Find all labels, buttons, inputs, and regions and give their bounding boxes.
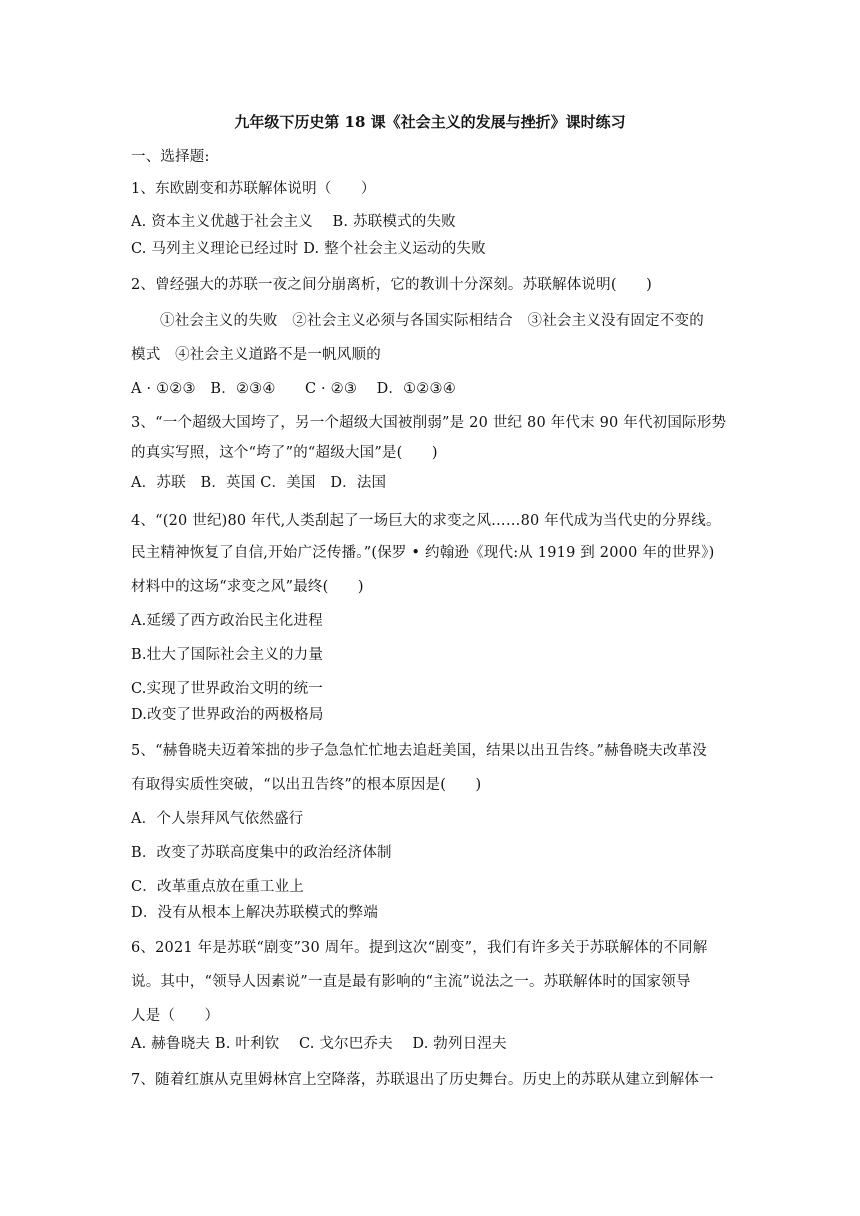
- question-4-stem-cont: 民主精神恢复了自信,开始广泛传播。”(保罗 • 约翰逊《现代:从 1919 到 2000 年的世界》): [131, 545, 715, 561]
- question-6-stem-cont: 说。其中，“领导人因素说”一直是最有影响的“主流”说法之一。苏联解体时的国家领导: [131, 974, 691, 990]
- question-5-option-c: C．改革重点放在重工业上: [131, 879, 304, 895]
- question-1-options-ab: A. 资本主义优越于社会主义 B. 苏联模式的失败: [131, 214, 456, 230]
- question-4-option-d: D.改变了世界政治的两极格局: [131, 707, 324, 723]
- question-4-option-a: A.延缓了西方政治民主化进程: [131, 613, 323, 629]
- question-5-option-a: A．个人崇拜风气依然盛行: [131, 811, 304, 827]
- question-3-stem-cont: 的真实写照，这个“垮了”的“超级大国”是( ): [131, 445, 438, 461]
- question-2-stem: 2、曾经强大的苏联一夜之间分崩离析，它的教训十分深刻。苏联解体说明( ): [131, 277, 652, 293]
- question-1-stem: 1、东欧剧变和苏联解体说明（ ）: [131, 181, 376, 197]
- question-5-option-b: B．改变了苏联高度集中的政治经济体制: [131, 845, 392, 861]
- question-2-statements: ①社会主义的失败 ②社会主义必须与各国实际相结合 ③社会主义没有固定不变的: [160, 313, 704, 329]
- question-4-option-c: C.实现了世界政治文明的统一: [131, 681, 323, 697]
- question-5-option-d: D．没有从根本上解决苏联模式的弊端: [131, 905, 379, 921]
- section-heading: 一、选择题:: [131, 149, 210, 165]
- question-4-prompt: 材料中的这场“求变之风”最终( ): [131, 579, 364, 595]
- question-7-stem: 7、随着红旗从克里姆林宫上空降落，苏联退出了历史舞台。历史上的苏联从建立到解体一: [131, 1072, 714, 1088]
- question-5-stem-cont: 有取得实质性突破，“以出丑告终”的根本原因是( ): [131, 777, 482, 793]
- question-1-options-cd: C. 马列主义理论已经过时 D. 整个社会主义运动的失败: [131, 241, 486, 257]
- page-title: 九年级下历史第 18 课《社会主义的发展与挫折》课时练习: [234, 113, 626, 131]
- question-6-stem-end: 人是（ ）: [131, 1008, 220, 1024]
- question-4-option-b: B.壮大了国际社会主义的力量: [131, 647, 324, 663]
- question-6-options: A. 赫鲁晓夫 B. 叶利钦 C. 戈尔巴乔夫 D. 勃列日涅夫: [131, 1036, 507, 1052]
- question-6-stem: 6、2021 年是苏联“剧变”30 周年。提到这次“剧变”，我们有许多关于苏联解体的不同解: [131, 940, 708, 956]
- question-3-stem: 3、“一个超级大国垮了，另一个超级大国被削弱”是 20 世纪 80 年代末 90 年代初国际形势: [131, 415, 727, 431]
- question-2-statements-cont: 模式 ④社会主义道路不是一帆风顺的: [131, 347, 381, 363]
- question-3-options: A．苏联 B．英国 C．美国 D．法国: [131, 475, 387, 491]
- question-4-stem: 4、“(20 世纪)80 年代,人类刮起了一场巨大的求变之风……80 年代成为当代史的分界线。: [131, 513, 721, 529]
- question-5-stem: 5、“赫鲁晓夫迈着笨拙的步子急急忙忙地去追赶美国，结果以出丑告终。”赫鲁晓夫改革没: [131, 743, 707, 759]
- question-2-options: A · ①②③ B．②③④ C · ②③ D．①②③④: [131, 381, 456, 397]
